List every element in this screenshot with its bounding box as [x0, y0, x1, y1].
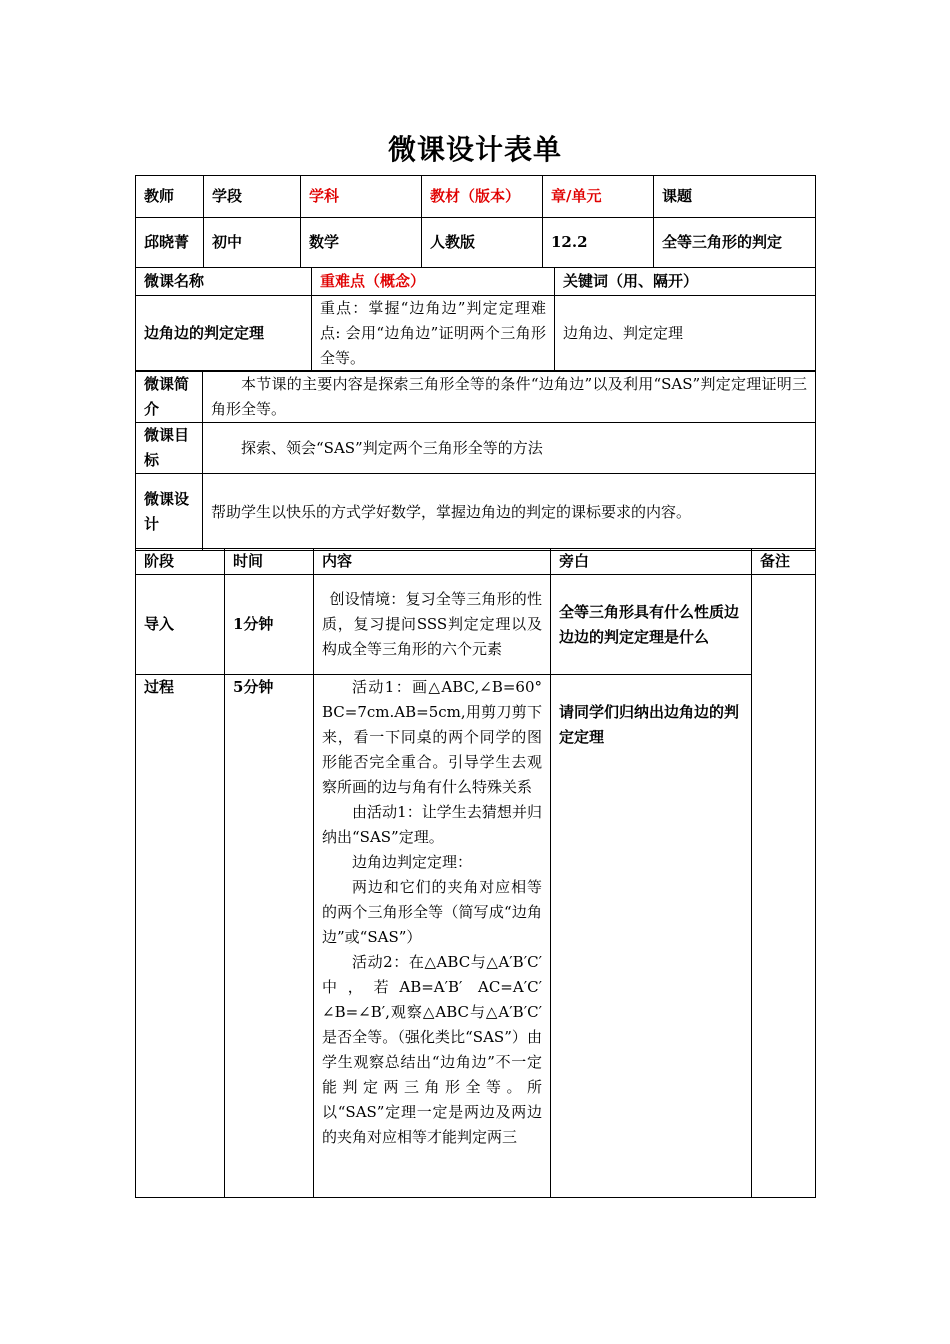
content-paragraph: 由活动1：让学生去猜想并归纳出“SAS”定理。 [322, 803, 542, 846]
remark-cell [752, 575, 816, 1198]
course-header-row [136, 268, 816, 296]
header-subject: 学科 [301, 176, 422, 218]
subject: 数学 [301, 218, 422, 268]
header-content: 内容 [314, 549, 551, 575]
content-intro [314, 575, 551, 675]
header-remark: 备注 [752, 549, 816, 575]
header-topic: 课题 [654, 176, 816, 218]
header-level: 学段 [204, 176, 301, 218]
time-process: 5分钟 [225, 675, 314, 1198]
time-intro: 1分钟 [225, 575, 314, 675]
textbook: 人教版 [422, 218, 543, 268]
header-narration: 旁白 [551, 549, 752, 575]
page-title: 微课设计表单 [387, 133, 562, 166]
content-paragraph: 活动2：在△ABC与△A′B′C′中，若AB=A′B′ AC=A′C′ ∠B=∠B′,观察△ABC与△A′B′C′是否全等。（强化类比“SAS”）由学生观察总结出“边角边”不一定能判定两三角形全等。所以“SAS”定理一定是两边及两边的夹角对应相等才能判定两三 [322, 953, 542, 1146]
stage-intro: 导入 [136, 575, 225, 675]
info-header-row [136, 176, 816, 218]
key-points: 重点：掌握“边角边”判定定理难点: 会用“边角边”证明两个三角形全等。 [312, 296, 555, 372]
summary-table [135, 370, 816, 551]
content-process [314, 675, 551, 1198]
keywords-label: 关键词（用、隔开） [555, 268, 816, 296]
chapter: 12.2 [543, 218, 654, 268]
header-teacher: 教师 [136, 176, 204, 218]
plan-table [135, 548, 816, 1198]
intro-label: 微课简介 [136, 371, 203, 423]
course-table [135, 267, 816, 372]
keywords: 边角边、判定定理 [555, 296, 816, 372]
narration-intro: 全等三角形具有什么性质边边边的判定定理是什么 [551, 575, 752, 675]
table-row [136, 675, 816, 1198]
goal-label: 微课目标 [136, 423, 203, 474]
intro-row [136, 371, 816, 423]
goal-row [136, 423, 816, 474]
header-chapter: 章/单元 [543, 176, 654, 218]
header-stage: 阶段 [136, 549, 225, 575]
content-paragraph: 边角边判定定理： [352, 853, 473, 871]
content-paragraph: 活动1：画△ABC,∠B=60° BC=7cm.AB=5cm,用剪刀剪下来，看一下同桌的两个同学的图形能否完全重合。引导学生去观察所画的边与角有什么特殊关系 [322, 678, 542, 796]
stage-process: 过程 [136, 675, 225, 1198]
content-paragraph: 创设情境：复习全等三角形的性质，复习提问SSS判定定理以及构成全等三角形的六个元素 [322, 590, 542, 658]
course-name: 边角边的判定定理 [136, 296, 312, 372]
narration-process: 请同学们归纳出边角边的判定定理 [551, 675, 752, 1198]
design-row [136, 474, 816, 551]
info-value-row [136, 218, 816, 268]
info-table [135, 175, 816, 268]
goal-text: 探索、领会“SAS”判定两个三角形全等的方法 [203, 423, 816, 474]
plan-header-row [136, 549, 816, 575]
intro-text: 本节课的主要内容是探索三角形全等的条件“边角边”以及利用“SAS”判定定理证明三角形全等。 [203, 371, 816, 423]
course-value-row [136, 296, 816, 372]
table-row [136, 575, 816, 675]
school-level: 初中 [204, 218, 301, 268]
topic: 全等三角形的判定 [654, 218, 816, 268]
course-name-label: 微课名称 [136, 268, 312, 296]
header-textbook: 教材（版本） [422, 176, 543, 218]
design-text: 帮助学生以快乐的方式学好数学，掌握边角边的判定的课标要求的内容。 [203, 474, 816, 551]
teacher-name: 邱晓菁 [136, 218, 204, 268]
design-label: 微课设计 [136, 474, 203, 551]
content-paragraph: 两边和它们的夹角对应相等的两个三角形全等（简写成“边角边”或“SAS”） [322, 878, 542, 946]
key-points-label: 重难点（概念） [312, 268, 555, 296]
header-time: 时间 [225, 549, 314, 575]
